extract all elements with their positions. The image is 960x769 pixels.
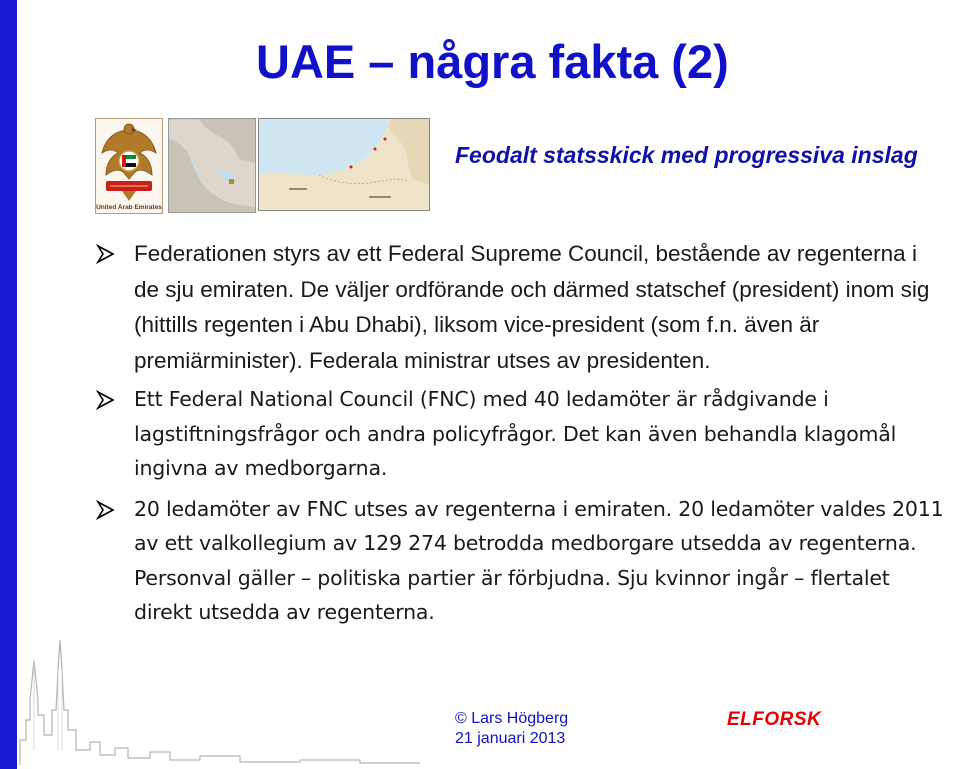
bullet-text: Ett Federal National Council (FNC) med 40 ledamöter är rådgivande i lagstiftningsfrågor och andra policyfrågor. Det kan även behandla klagomål ingivna av medborgarna. <box>134 387 897 480</box>
bullet-item <box>94 236 944 378</box>
emblem-caption: United Arab Emirates <box>96 204 162 211</box>
city-skyline-decoration <box>0 600 420 769</box>
arrow-bullet-icon <box>96 500 116 520</box>
bullet-list <box>94 236 944 630</box>
bullet-text: Federationen styrs av ett Federal Supreme Council, bestående av regenterna i de sju emiraten. De väljer ordförande och därmed statschef (president) inom sig (hittills regenten i Abu Dhabi), liksom vice-president (som f.n. även är premiärminister). Federala ministrar utses av presidenten. <box>134 241 930 373</box>
uae-detail-map-icon <box>258 118 430 211</box>
uae-emblem-icon <box>95 118 163 214</box>
date-text: 21 januari 2013 <box>455 730 566 747</box>
arrow-bullet-icon <box>96 244 116 264</box>
copyright-text: © Lars Högberg <box>455 710 569 727</box>
middle-east-map-icon <box>168 118 256 213</box>
slide-subtitle: Feodalt statsskick med progressiva inslag <box>455 142 918 168</box>
arrow-bullet-icon <box>96 390 116 410</box>
elforsk-logo: ELFORSK <box>727 709 822 730</box>
bullet-item <box>94 382 944 486</box>
bullet-text: 20 ledamöter av FNC utses av regenterna i emiraten. 20 ledamöter valdes 2011 av ett valkollegium av 129 274 betrodda medborgare utsedda av regenterna. Personval gäller – politiska partier är förbjudna. Sju kvinnor ingår – flertalet direkt utsedda av regenterna. <box>134 496 944 624</box>
slide-title: UAE – några fakta (2) <box>256 35 729 88</box>
